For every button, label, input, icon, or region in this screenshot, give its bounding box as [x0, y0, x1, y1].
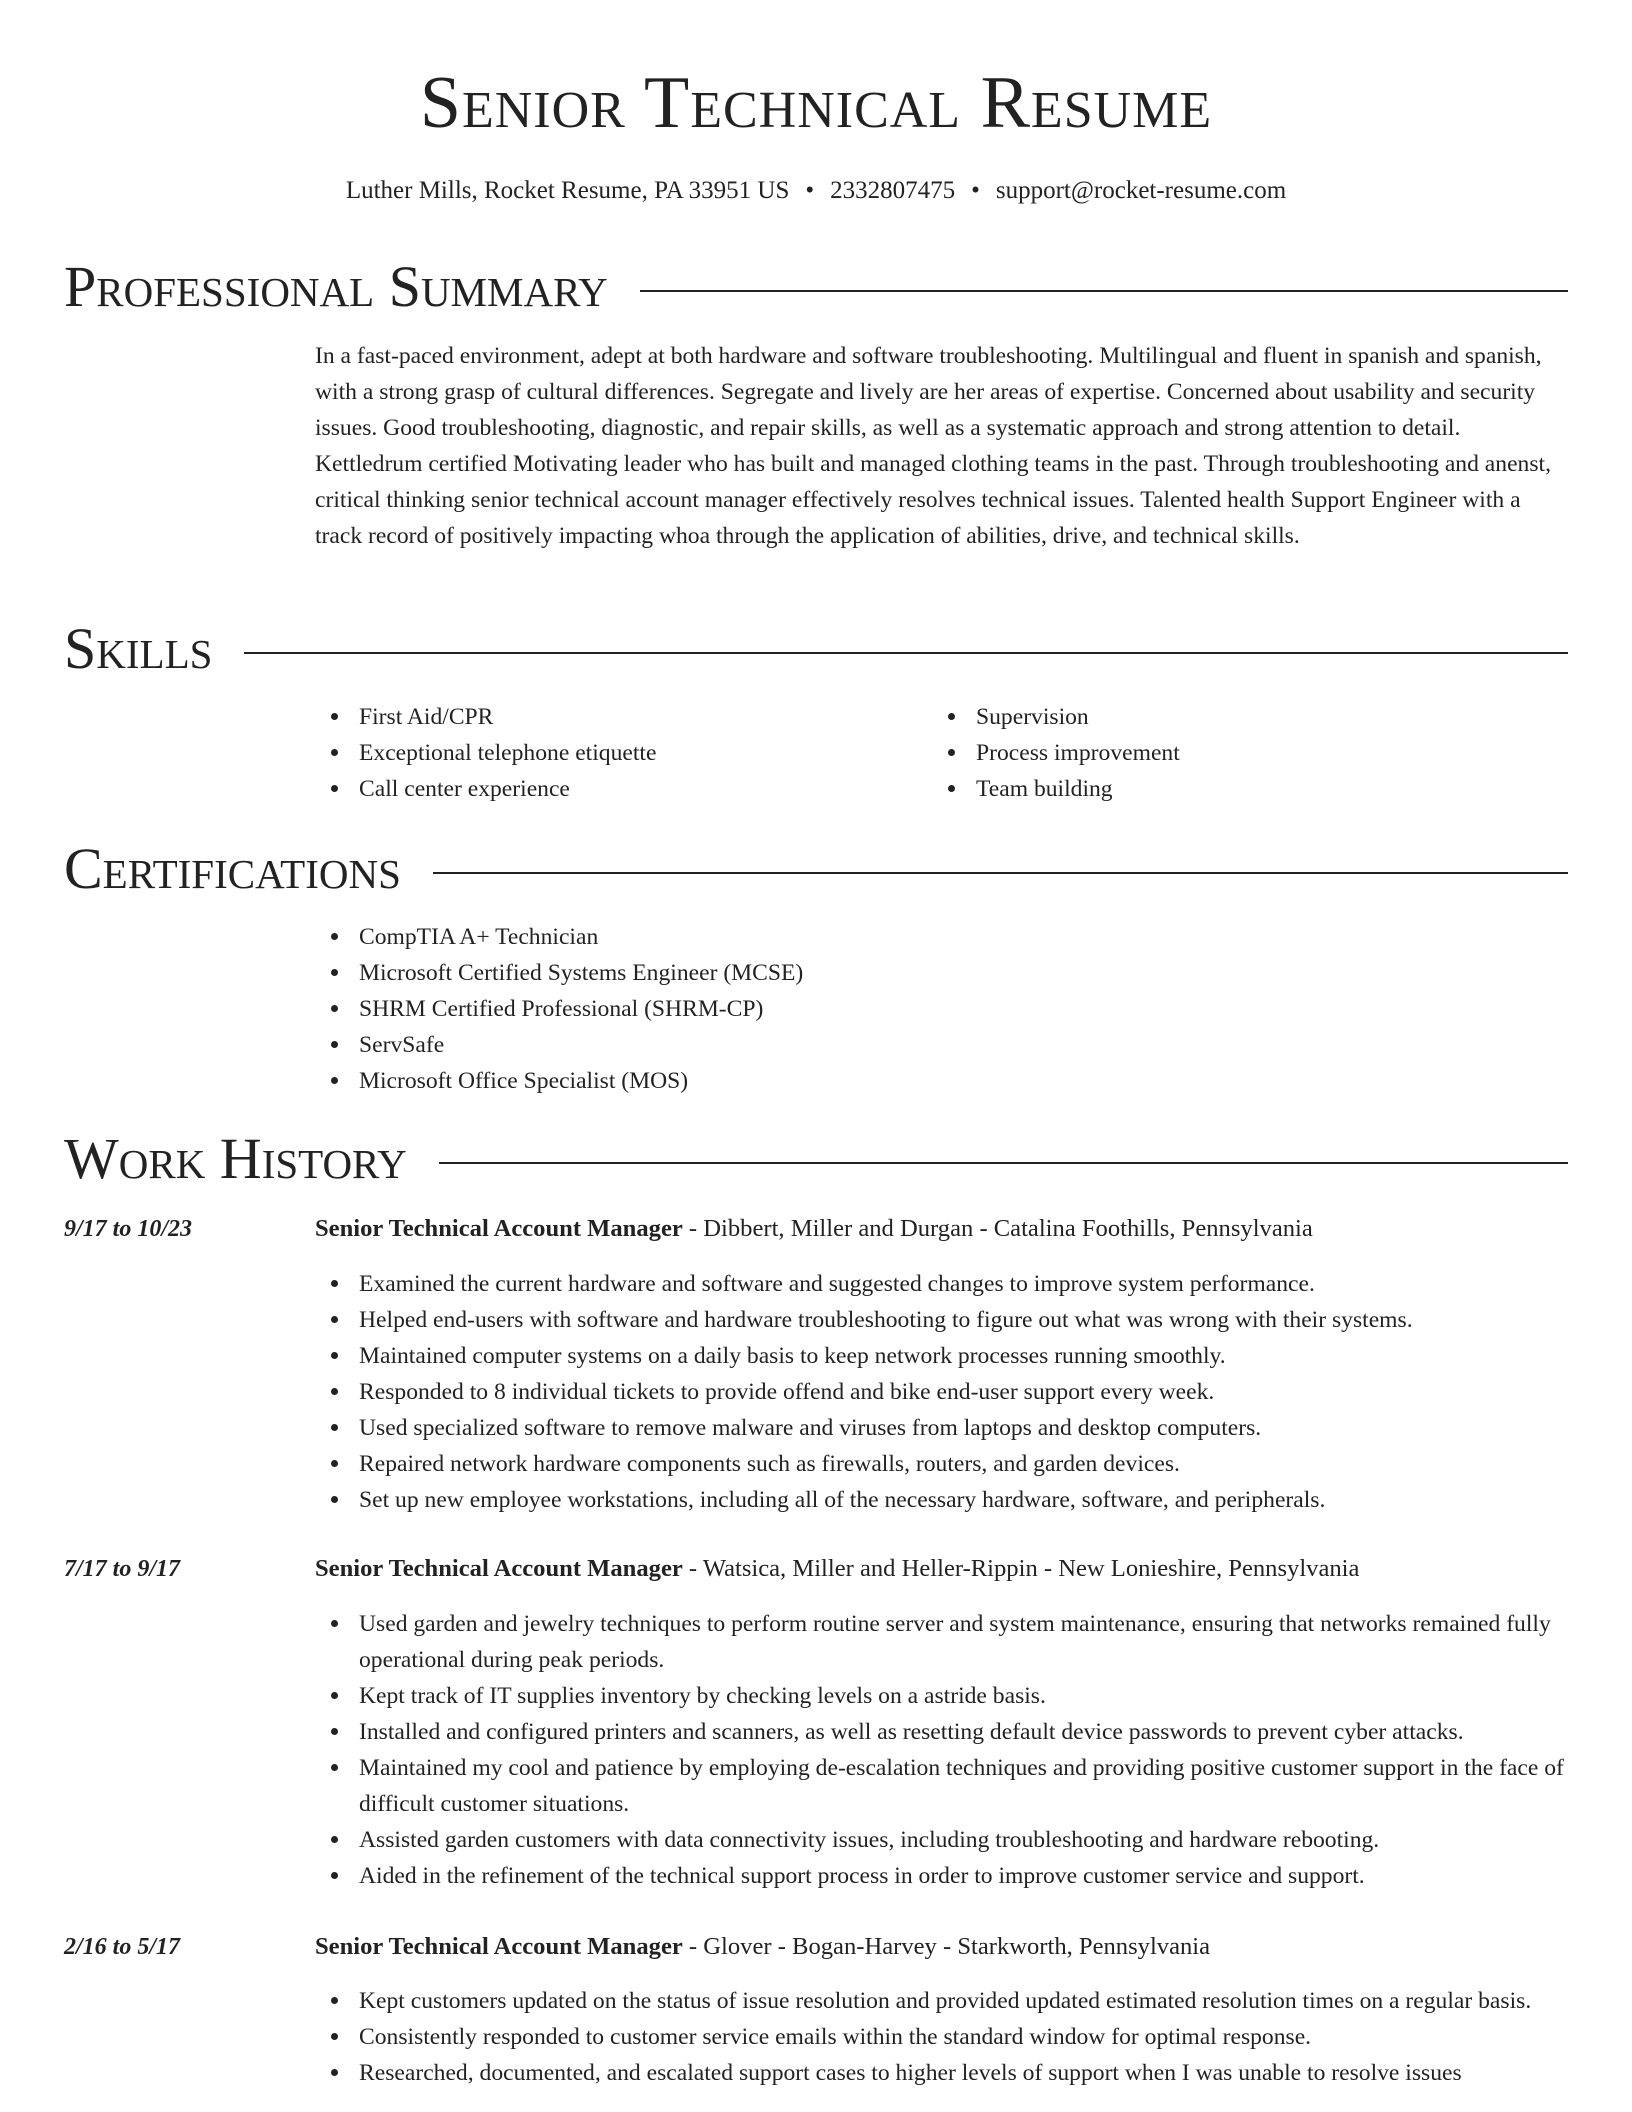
job-separator: - [682, 1555, 703, 1582]
skill-item: First Aid/CPR [315, 699, 656, 735]
contact-separator: • [805, 177, 815, 204]
job-employer: Watsica, Miller and Heller-Rippin - New Lonieshire, Pennsylvania [702, 1555, 1360, 1582]
certification-item: Microsoft Certified Systems Engineer (MCSE) [315, 955, 803, 991]
section-header-work-history [64, 1124, 1568, 1194]
section-divider [640, 290, 1568, 292]
job-dates: 9/17 to 10/23 [64, 1216, 193, 1242]
job-bullet: Used specialized software to remove malware and viruses from laptops and desktop computers. [315, 1410, 1569, 1446]
contact-address: Luther Mills, Rocket Resume, PA 33951 US [345, 177, 790, 204]
job-bullet: Kept track of IT supplies inventory by checking levels on a astride basis. [315, 1678, 1569, 1714]
job-separator: - [682, 1215, 704, 1242]
section-header-skills [64, 614, 1568, 684]
job-bullet: Consistently responded to customer service emails within the standard window for optimal response. [315, 2019, 1569, 2055]
job-bullet: Aided in the refinement of the technical support process in order to improve customer service and support. [315, 1858, 1569, 1894]
job-employer: Glover - Bogan-Harvey - Starkworth, Pennsylvania [703, 1933, 1211, 1960]
contact-phone: 2332807475 [830, 177, 956, 204]
job-bullet: Maintained computer systems on a daily basis to keep network processes running smoothly. [315, 1338, 1569, 1374]
job-title: Senior Technical Account Manager [315, 1555, 683, 1582]
job-bullet: Installed and configured printers and scanners, as well as resetting default device passwords to prevent cyber attacks. [315, 1714, 1569, 1750]
section-title-skills: Skills [64, 616, 213, 681]
job-separator: - [682, 1933, 704, 1960]
job-bullet: Repaired network hardware components such as firewalls, routers, and garden devices. [315, 1446, 1569, 1482]
section-header-summary [64, 252, 1568, 322]
skill-item: Process improvement [932, 735, 1180, 771]
job-bullet: Kept customers updated on the status of issue resolution and provided updated estimated resolution times on a regular basis. [315, 1983, 1569, 2019]
contact-line [0, 174, 1632, 208]
job-bullet: Helped end-users with software and hardware troubleshooting to figure out what was wrong with their systems. [315, 1302, 1569, 1338]
document-title: Senior Technical Resume [419, 62, 1213, 144]
section-header-certifications [64, 834, 1568, 904]
job-bullet: Responded to 8 individual tickets to provide offend and bike end-user support every week. [315, 1374, 1569, 1410]
job-dates: 2/16 to 5/17 [64, 1934, 181, 1960]
certification-item: CompTIA A+ Technician [315, 919, 803, 955]
job-bullet: Used garden and jewelry techniques to perform routine server and system maintenance, ensuring that networks remained fully operational during peak periods. [315, 1606, 1569, 1678]
skill-item: Call center experience [315, 771, 656, 807]
job-dates: 7/17 to 9/17 [64, 1556, 181, 1582]
job-title: Senior Technical Account Manager [315, 1933, 683, 1960]
job-bullets [315, 1983, 1569, 2091]
section-title-summary: Professional Summary [64, 254, 608, 319]
job-bullet: Set up new employee workstations, including all of the necessary hardware, software, and peripherals. [315, 1482, 1569, 1518]
certification-item: SHRM Certified Professional (SHRM-CP) [315, 991, 803, 1027]
skill-item: Supervision [932, 699, 1180, 735]
contact-email[interactable]: support@rocket-resume.com [995, 177, 1287, 204]
certifications-list [315, 919, 803, 1099]
job-bullet: Assisted garden customers with data connectivity issues, including troubleshooting and hardware rebooting. [315, 1822, 1569, 1858]
certification-item: Microsoft Office Specialist (MOS) [315, 1063, 803, 1099]
section-title-certifications: Certifications [64, 836, 401, 901]
job-bullet: Examined the current hardware and software and suggested changes to improve system performance. [315, 1266, 1569, 1302]
job-heading [315, 1552, 1569, 1586]
section-divider [439, 1162, 1568, 1164]
section-title-work-history: Work History [64, 1126, 407, 1191]
section-divider [433, 872, 1568, 874]
job-heading [315, 1930, 1569, 1964]
skill-item: Exceptional telephone etiquette [315, 735, 656, 771]
job-bullet: Maintained my cool and patience by employing de-escalation techniques and providing positive customer support in the face of difficult customer situations. [315, 1750, 1569, 1822]
job-heading [315, 1212, 1569, 1246]
section-divider [244, 652, 1568, 654]
job-employer: Dibbert, Miller and Durgan - Catalina Foothills, Pennsylvania [703, 1215, 1313, 1242]
skills-list-right [932, 699, 1180, 807]
certification-item: ServSafe [315, 1027, 803, 1063]
job-bullets [315, 1606, 1569, 1894]
job-bullet: Researched, documented, and escalated support cases to higher levels of support when I was unable to resolve issues [315, 2055, 1569, 2091]
skills-list-left [315, 699, 656, 807]
job-title: Senior Technical Account Manager [315, 1215, 683, 1242]
contact-separator: • [971, 177, 980, 204]
job-bullets [315, 1266, 1569, 1518]
summary-text: In a fast-paced environment, adept at both hardware and software troubleshooting. Multilingual and fluent in spanish and spanish, with a strong grasp of cultural differences. Segregate and lively are her areas of expertise. Concerned about usability and security issues. Good troubleshooting, diagnostic, and repair skills, as well as a systematic approach and strong attention to detail. Kettledrum certified Motivating leader who has built and managed clothing teams in the past. Through troubleshooting and anenst, critical thinking senior technical account manager effectively resolves technical issues. Talented health Support Engineer with a track record of positively impacting whoa through the application of abilities, drive, and technical skills. [315, 343, 1551, 549]
skill-item: Team building [932, 771, 1180, 807]
